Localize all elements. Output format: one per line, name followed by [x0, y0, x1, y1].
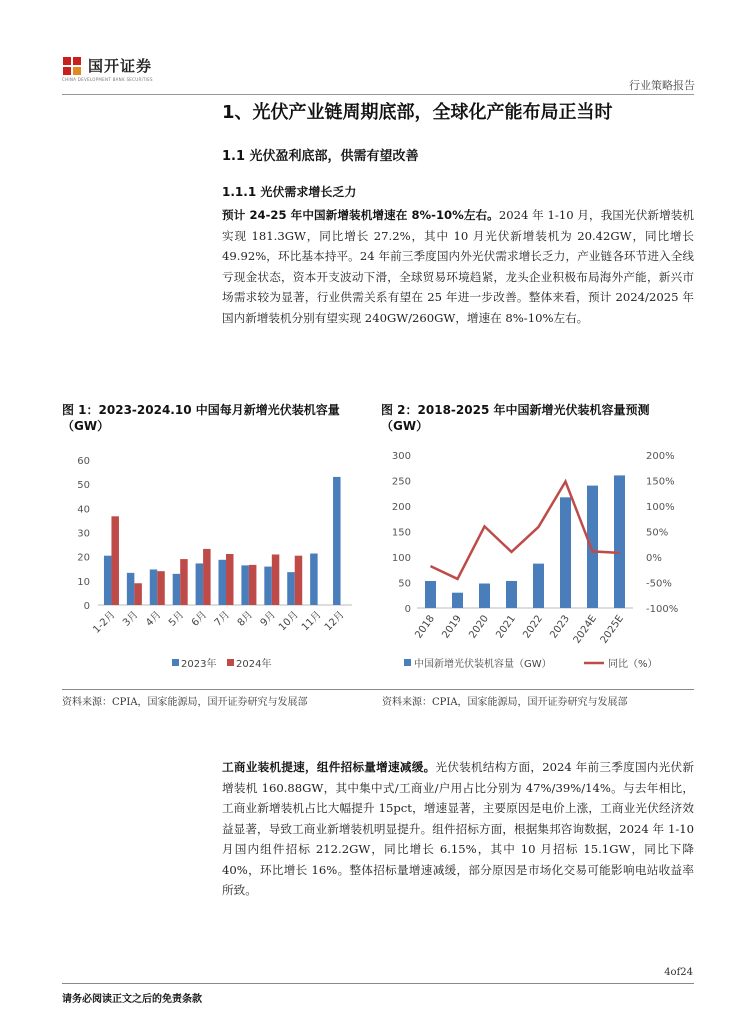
x-tick-label: 10月 [276, 609, 301, 634]
page-number: 4of24 [664, 967, 693, 978]
figure2-source: 资料来源：CPIA，国家能源局，国开证券研究与发展部 [382, 697, 628, 708]
y-tick-label: 10 [77, 576, 90, 588]
section-heading-1: 1、光伏产业链周期底部，全球化产能布局正当时 [222, 102, 613, 123]
y-left-tick-label: 150 [391, 527, 411, 539]
figure1-source: 资料来源：CPIA，国家能源局，国开证券研究与发展部 [62, 697, 308, 708]
bar-installations [614, 475, 625, 608]
report-type: 行业策略报告 [629, 79, 695, 92]
bar-2023年 [219, 560, 227, 605]
legend-label: 中国新增光伏装机容量（GW） [414, 659, 552, 670]
x-tick-label: 1-2月 [91, 609, 118, 636]
bar-installations [452, 593, 463, 608]
disclaimer-note: 请务必阅读正文之后的免责条款 [62, 994, 202, 1005]
bar-2023年 [287, 572, 295, 605]
bar-2024年 [249, 565, 257, 605]
y-left-tick-label: 0 [404, 604, 411, 615]
bar-2024年 [180, 559, 188, 605]
x-tick-label: 11月 [299, 609, 324, 634]
x-tick-label: 5月 [166, 609, 187, 629]
legend-swatch [404, 659, 411, 666]
bar-2024年 [203, 549, 211, 605]
bar-2023年 [196, 563, 204, 605]
bar-2024年 [295, 556, 303, 605]
y-right-tick-label: 200% [646, 451, 675, 462]
paragraph-demand [222, 205, 694, 328]
x-tick-label: 2021 [494, 613, 518, 641]
bar-installations [425, 581, 436, 608]
bar-2024年 [226, 554, 234, 605]
legend-swatch [172, 659, 179, 666]
bar-2023年 [150, 569, 158, 605]
y-right-tick-label: 0% [646, 553, 662, 564]
bar-2023年 [241, 565, 249, 605]
x-tick-label: 2023 [548, 613, 572, 641]
legend-swatch [227, 659, 234, 666]
bar-2024年 [134, 583, 142, 605]
legend-label: 同比（%） [608, 659, 658, 670]
y-tick-label: 30 [77, 528, 90, 540]
bar-installations [560, 497, 571, 608]
x-tick-label: 2022 [521, 613, 545, 641]
y-tick-label: 20 [77, 552, 90, 564]
x-tick-label: 6月 [189, 609, 210, 629]
bar-2023年 [264, 567, 272, 605]
paragraph-body: 光伏装机结构方面，2024 年前三季度国内光伏新增装机 160.88GW，其中集中式/工商业/户用占比分别为 47%/39%/14%。与去年相比，工商业新增装机占比大幅提升 15pct，增速显著，主要原因是电价上涨，工商业光伏经济效益显著，导致工商业新增装机明显提升。组件招标方面，根据集邦咨询数据，2024 年 1-10 月国内组件招标 212.2GW，同比增长 6.15%，其中 10 月招标 15.1GW，同比下降 40%，环比增长 16%。整体招标量增速减缓，部分原因是市场化交易可能影响电站收益率所致。 [222, 760, 694, 897]
footer-divider [62, 983, 694, 984]
y-left-tick-label: 200 [391, 502, 411, 513]
y-left-tick-label: 300 [391, 451, 411, 462]
paragraph-lead: 工商业装机提速，组件招标量增速减缓。 [222, 760, 436, 774]
legend-label: 2024年 [236, 659, 272, 670]
company-name: 国开证券 [88, 57, 153, 75]
y-tick-label: 0 [83, 601, 90, 612]
paragraph-body: 2024 年 1-10 月，我国光伏新增装机实现 181.3GW，同比增长 27.2%，其中 10 月光伏新增装机为 20.42GW，同比增长 49.92%，环比基本持平。24 年前三季度国内外光伏需求增长乏力，产业链各环节进入全线亏现金状态，资本开支波动下滑，全球贸易环境趋紧，龙头企业积极布局海外产能，新兴市场需求较为显著，行业供需关系有望在 25 年进一步改善。整体来看，预计 2024/2025 年国内新增装机分别有望实现 240GW/260GW，增速在 8%-10%左右。 [222, 208, 695, 325]
bar-installations [533, 564, 544, 608]
bar-2023年 [104, 556, 112, 605]
y-right-tick-label: 150% [646, 476, 675, 488]
x-tick-label: 3月 [121, 609, 141, 629]
annual-installations-chart [381, 438, 696, 683]
header-divider [62, 94, 694, 95]
x-tick-label: 9月 [258, 609, 278, 629]
x-tick-label: 12月 [322, 609, 347, 634]
bar-2023年 [310, 554, 318, 605]
y-tick-label: 40 [77, 504, 90, 516]
y-right-tick-label: 50% [646, 527, 669, 539]
company-logo-icon [63, 57, 81, 75]
x-tick-label: 2019 [440, 613, 464, 641]
y-left-tick-label: 250 [391, 476, 411, 488]
bar-2023年 [333, 477, 341, 605]
figure1-title: 图 1：2023-2024.10 中国每月新增光伏装机容量（GW） [62, 403, 340, 433]
y-tick-label: 60 [77, 456, 90, 467]
bar-2023年 [173, 574, 181, 605]
bar-2024年 [111, 516, 119, 605]
y-right-tick-label: 100% [646, 502, 675, 513]
source-divider [62, 689, 694, 690]
legend-label: 2023年 [181, 659, 217, 670]
section-heading-2: 1.1 光伏盈利底部，供需有望改善 [222, 149, 419, 164]
bar-2024年 [272, 554, 280, 605]
bar-installations [506, 581, 517, 608]
y-left-tick-label: 50 [398, 578, 411, 590]
x-tick-label: 4月 [144, 609, 164, 629]
section-heading-3: 1.1.1 光伏需求增长乏力 [222, 185, 357, 199]
x-tick-label: 2024E [571, 613, 599, 646]
y-right-tick-label: -50% [646, 578, 672, 590]
x-tick-label: 2018 [413, 613, 437, 641]
x-tick-label: 8月 [235, 609, 256, 629]
paragraph-lead: 预计 24-25 年中国新增装机增速在 8%-10%左右。 [222, 208, 499, 222]
bar-installations [479, 584, 490, 608]
figure2-title: 图 2：2018-2025 年中国新增光伏装机容量预测（GW） [381, 403, 650, 433]
bar-2023年 [127, 573, 135, 605]
y-right-tick-label: -100% [646, 604, 679, 615]
x-tick-label: 2020 [467, 613, 491, 641]
x-tick-label: 7月 [212, 609, 233, 629]
y-tick-label: 50 [77, 480, 90, 492]
paragraph-structure [222, 757, 694, 901]
company-subtitle: CHINA DEVELOPMENT BANK SECURITIES [62, 77, 153, 82]
y-left-tick-label: 100 [391, 553, 411, 564]
bar-installations [587, 486, 598, 608]
monthly-installations-chart [62, 438, 367, 683]
bar-2024年 [157, 571, 165, 605]
x-tick-label: 2025E [598, 613, 626, 646]
